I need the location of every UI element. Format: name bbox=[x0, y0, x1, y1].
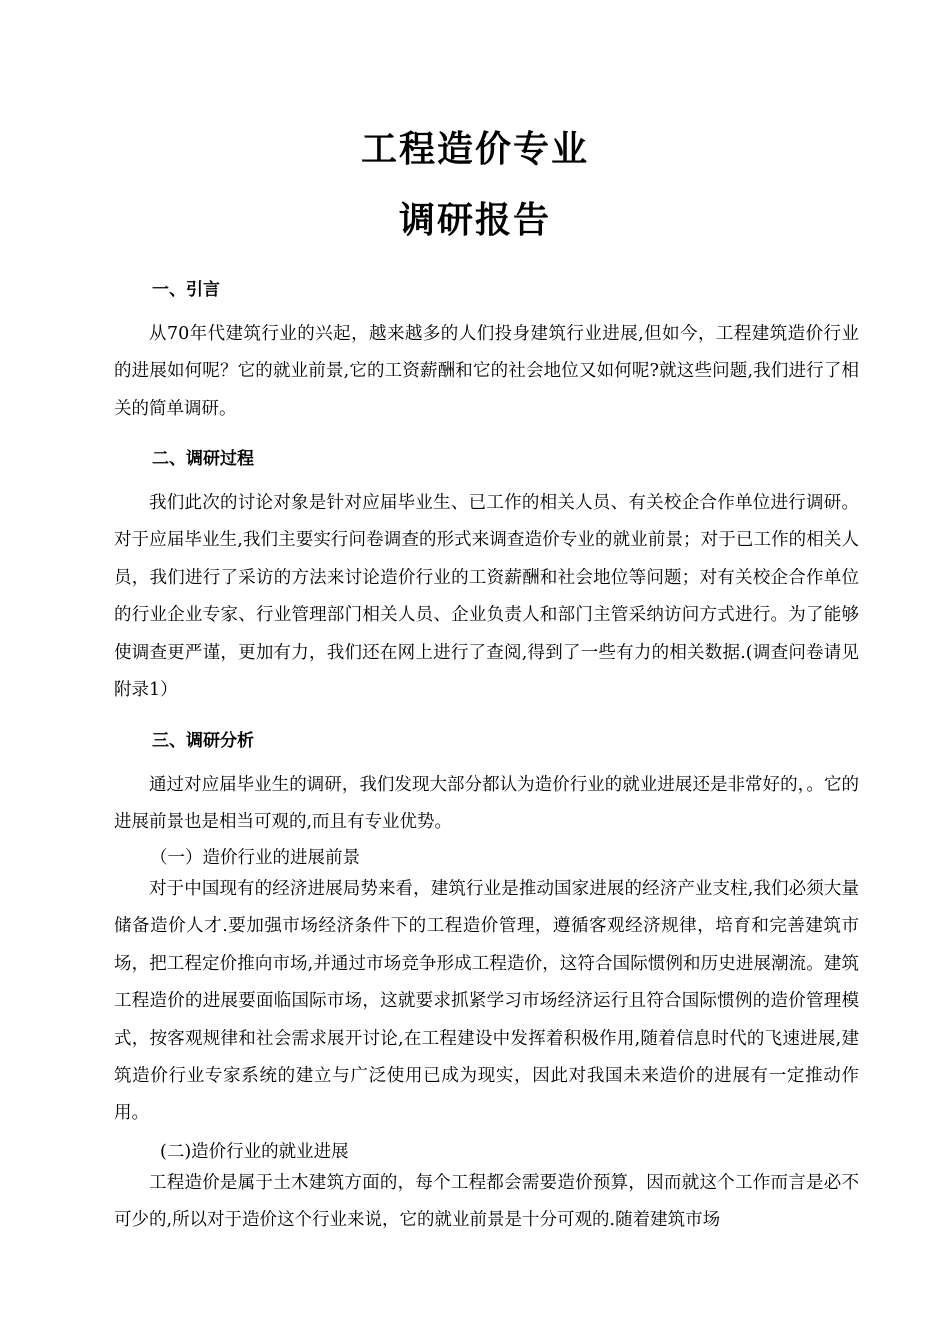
document-title: 工程造价专业 bbox=[360, 129, 589, 170]
section-heading-process: 二、调研过程 bbox=[152, 449, 254, 469]
section-paragraph: 我们此次的讨论对象是针对应届毕业生、已工作的相关人员、有关校企合作单位进行调研。对于应届毕业生,我们主要实行问卷调查的形式来调查造价专业的就业前景；对于已工作的相关人员，我们进行了采访的方法来讨论造价行业的工资薪酬和社会地位等问题；对有关校企合作单位的行业企业专家、行业管理部门相关人员、企业负责人和部门主管采纳访问方式进行。为了能够使调查更严谨，更加有力，我们还在网上进行了查阅,得到了一些有力的相关数据.(调查问卷请见附录1） bbox=[114, 493, 859, 701]
subsection-paragraph: 对于中国现有的经济进展局势来看，建筑行业是推动国家进展的经济产业支柱,我们必须大量储备造价人才.要加强市场经济条件下的工程造价管理，遵循客观经济规律，培育和完善建筑市场，把工程定价推向市场,并通过市场竞争形成工程造价，这符合国际惯例和历史进展潮流。建筑工程造价的进展要面临国际市场，这就要求抓紧学习市场经济运行且符合国际惯例的造价管理模式，按客观规律和社会需求展开讨论,在工程建设中发挥着积极作用,随着信息时代的飞速进展,建筑造价行业专家系统的建立与广泛使用已成为现实，因此对我国未来造价的进展有一定推动作用。 bbox=[114, 879, 859, 1124]
subsection-paragraph: 工程造价是属于土木建筑方面的，每个工程都会需要造价预算，因而就这个工作而言是必不可少的,所以对于造价这个行业来说，它的就业前景是十分可观的.随着建筑市场 bbox=[114, 1173, 859, 1231]
subsection-heading-prospects: （一）造价行业的进展前景 bbox=[150, 848, 360, 868]
document-subtitle: 调研报告 bbox=[398, 200, 551, 241]
section-heading-introduction: 一、引言 bbox=[152, 280, 220, 300]
section-paragraph: 通过对应届毕业生的调研，我们发现大部分都认为造价行业的就业进展还是非常好的，。它的进展前景也是相当可观的,而且有专业优势。 bbox=[114, 775, 859, 833]
subsection-heading-employment: (二)造价行业的就业进展 bbox=[160, 1142, 349, 1162]
section-heading-analysis: 三、调研分析 bbox=[152, 731, 254, 751]
section-paragraph: 从70年代建筑行业的兴起，越来越多的人们投身建筑行业进展,但如今，工程建筑造价行业的进展如何呢？它的就业前景,它的工资薪酬和它的社会地位又如何呢?就这些问题,我们进行了相关的简单调研。 bbox=[114, 324, 859, 419]
